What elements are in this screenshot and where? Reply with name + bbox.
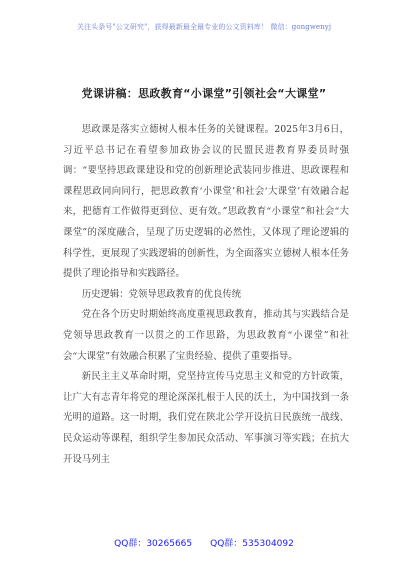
footer-contact <box>0 536 408 549</box>
header-banner: 关注头条号"公文研究"，获得最新最全最专业的公文资料库！ 微信：gongwenyj <box>76 23 332 31</box>
paragraph-intro: 思政课是落实立德树人根本任务的关键课程。2025年3月6日，习近平总书记在看望参加政协会议的民盟民进教育界委员时强调：“要坚持思政课建设和党的创新理论武装同步推进、思政课程和课程思政同向同行，把思政教育‘小课堂’和社会‘大课堂’有效融合起来，把德育工作做得更到位、更有效。”思政教育“小课堂”和社会“大课堂”的深度融合，呈现了历史逻辑的必然性，又体现了理论逻辑的科学性，更展现了实践逻辑的创新性，为全面落实立德树人根本任务提供了理论指导和实践路径。 <box>63 124 349 280</box>
paragraph-history: 党在各个历史时期始终高度重视思政教育，推动其与实践结合是党领导思政教育一以贯之的工作思路，为思政教育“小课堂”和社会“大课堂”有效融合积累了宝贵经验、提供了重要指导。 <box>63 309 349 362</box>
section-heading-history: 历史逻辑：党领导思政教育的优良传统 <box>81 288 242 300</box>
footer-qq-group-1: QQ群：30265665 <box>114 539 193 549</box>
footer-qq-group-2: QQ群：535304092 <box>210 539 294 549</box>
paragraph-revolution: 新民主主义革命时期，党坚持宣传马克思主义和党的方针政策，让广大有志青年将党的理论深深扎根于人民的沃土，为中国找到一条光明的道路。这一时期，我们党在陕北公学开设抗日民族统一战线、民众运动等课程，组织学生参加民众活动、军事演习等实践；在抗大开设马列主 <box>63 371 349 465</box>
page-title: 党课讲稿：思政教育“小课堂”引领社会“大课堂” <box>81 87 327 100</box>
document-body <box>63 120 349 470</box>
